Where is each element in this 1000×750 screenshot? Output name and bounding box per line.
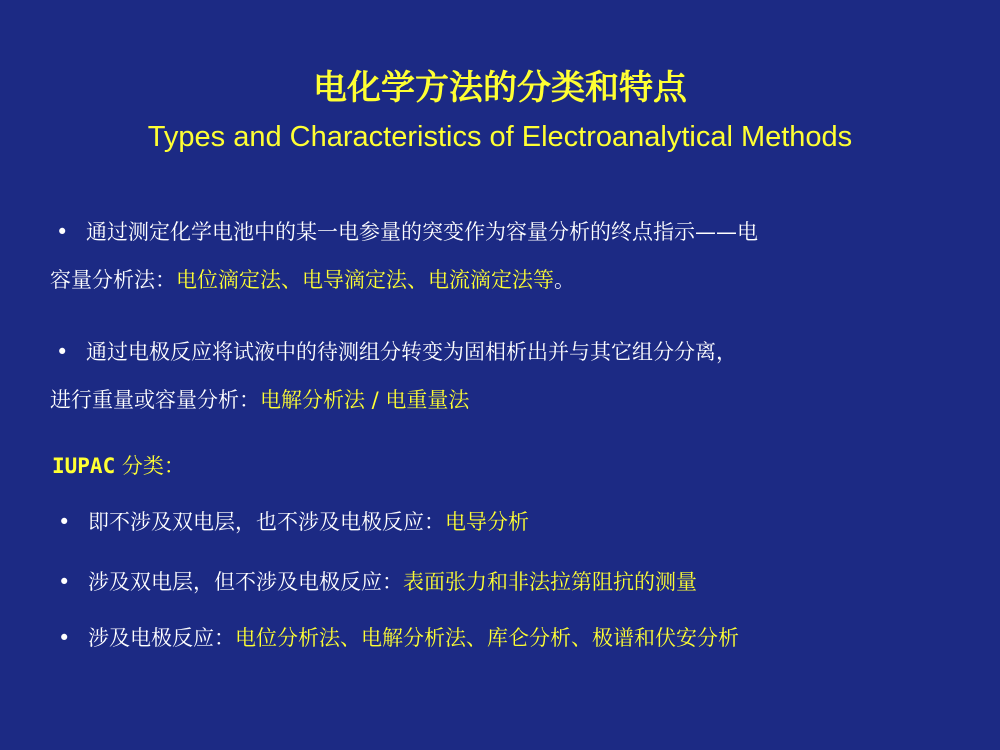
list-item-prefix: 涉及双电层，但不涉及电极反应： xyxy=(88,570,403,594)
paragraph-2-prefix: 进行重量或容量分析： xyxy=(50,388,260,412)
slide-title-chinese: 电化学方法的分类和特点 xyxy=(313,68,687,108)
bullet-icon: • xyxy=(58,626,71,650)
list-item xyxy=(52,562,972,602)
iupac-heading xyxy=(52,446,185,486)
paragraph-1-suffix: 。 xyxy=(554,268,575,292)
paragraph-1-line-2 xyxy=(50,256,970,304)
list-item xyxy=(52,618,972,658)
bullet-icon: • xyxy=(58,510,71,534)
bullet-icon: • xyxy=(56,340,69,364)
bullet-icon: • xyxy=(58,570,71,594)
iupac-label-rest: 分类： xyxy=(115,454,185,478)
paragraph-1-highlight: 电位滴定法、电导滴定法、电流滴定法等 xyxy=(176,268,554,292)
list-item xyxy=(52,502,972,542)
list-item-highlight: 表面张力和非法拉第阻抗的测量 xyxy=(403,570,697,594)
paragraph-1-text: 通过测定化学电池中的某一电参量的突变作为容量分析的终点指示——电 xyxy=(86,220,758,244)
paragraph-2-line-1 xyxy=(50,328,970,376)
list-item-highlight: 电导分析 xyxy=(445,510,529,534)
list-item-prefix: 即不涉及双电层，也不涉及电极反应： xyxy=(88,510,445,534)
paragraph-2-highlight: 电解分析法 / 电重量法 xyxy=(260,388,470,412)
paragraph-1-line-1 xyxy=(50,208,970,256)
list-item-highlight: 电位分析法、电解分析法、库仑分析、极谱和伏安分析 xyxy=(235,626,739,650)
bullet-icon: • xyxy=(56,220,69,244)
paragraph-1 xyxy=(50,208,970,304)
iupac-label: IUPAC xyxy=(52,454,116,478)
paragraph-2 xyxy=(50,328,970,424)
paragraph-2-line-2 xyxy=(50,376,970,424)
paragraph-1-prefix: 容量分析法： xyxy=(50,268,176,292)
slide-title-english: Types and Characteristics of Electroanalytical Methods xyxy=(147,121,853,153)
paragraph-2-text: 通过电极反应将试液中的待测组分转变为固相析出并与其它组分分离， xyxy=(86,340,737,364)
list-item-prefix: 涉及电极反应： xyxy=(88,626,235,650)
